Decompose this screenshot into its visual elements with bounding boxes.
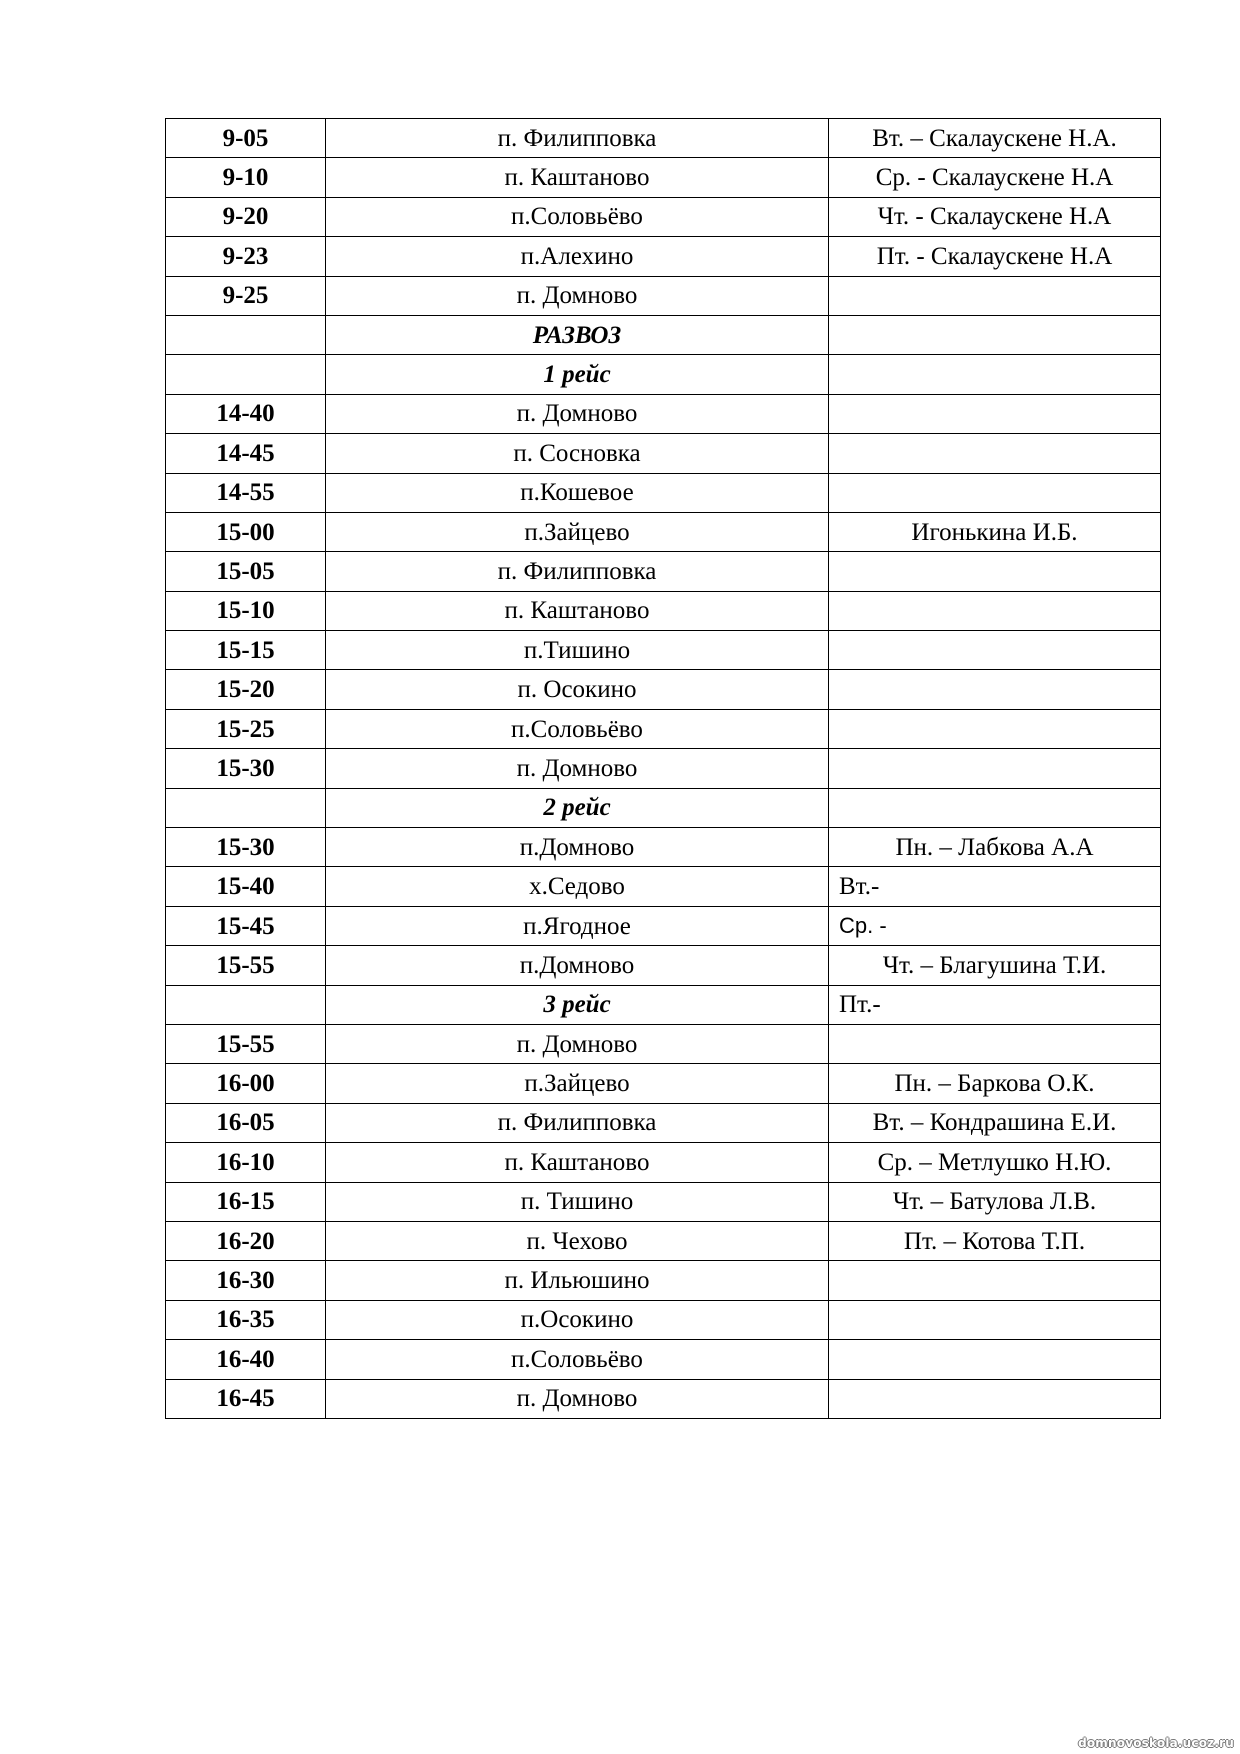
site-watermark: domnovoskola.ucoz.ru <box>1078 1736 1234 1750</box>
duty-person <box>829 1024 1161 1063</box>
section-heading: 3 рейс <box>326 985 829 1024</box>
duty-person <box>829 749 1161 788</box>
duty-person: Чт. - Скалаускене Н.А <box>829 197 1161 236</box>
departure-time: 15-40 <box>166 867 326 906</box>
departure-time: 15-20 <box>166 670 326 709</box>
duty-person <box>829 276 1161 315</box>
table-row <box>166 394 1161 433</box>
stop-name: п.Зайцево <box>326 512 829 551</box>
departure-time: 16-20 <box>166 1221 326 1260</box>
departure-time: 16-35 <box>166 1300 326 1339</box>
duty-person: Ср. - <box>829 906 1161 945</box>
table-row <box>166 1064 1161 1103</box>
section-row <box>166 788 1161 827</box>
duty-person: Ср. - Скалаускене Н.А <box>829 158 1161 197</box>
stop-name: п. Чехово <box>326 1221 829 1260</box>
departure-time: 9-10 <box>166 158 326 197</box>
table-row <box>166 1024 1161 1063</box>
stop-name: п. Тишино <box>326 1182 829 1221</box>
duty-person: Вт.- <box>829 867 1161 906</box>
departure-time: 15-00 <box>166 512 326 551</box>
table-row <box>166 552 1161 591</box>
departure-time <box>166 315 326 354</box>
section-heading: 2 рейс <box>326 788 829 827</box>
departure-time: 15-10 <box>166 591 326 630</box>
duty-person <box>829 434 1161 473</box>
table-row <box>166 1300 1161 1339</box>
departure-time: 15-30 <box>166 749 326 788</box>
duty-person: Пн. – Баркова О.К. <box>829 1064 1161 1103</box>
table-row <box>166 670 1161 709</box>
section-heading: 1 рейс <box>326 355 829 394</box>
departure-time: 14-45 <box>166 434 326 473</box>
table-row <box>166 867 1161 906</box>
table-row <box>166 119 1161 158</box>
duty-person <box>829 1379 1161 1418</box>
duty-person: Пн. – Лабкова А.А <box>829 828 1161 867</box>
duty-person: Вт. – Скалаускене Н.А. <box>829 119 1161 158</box>
duty-person <box>829 473 1161 512</box>
table-row <box>166 512 1161 551</box>
bus-schedule-table <box>165 118 1161 1419</box>
table-row <box>166 1261 1161 1300</box>
departure-time: 15-55 <box>166 946 326 985</box>
table-row <box>166 1143 1161 1182</box>
stop-name: п.Тишино <box>326 631 829 670</box>
stop-name: п.Кошевое <box>326 473 829 512</box>
stop-name: п. Филипповка <box>326 552 829 591</box>
departure-time: 15-55 <box>166 1024 326 1063</box>
duty-person <box>829 315 1161 354</box>
duty-person <box>829 788 1161 827</box>
table-row <box>166 631 1161 670</box>
section-row <box>166 985 1161 1024</box>
departure-time: 16-30 <box>166 1261 326 1300</box>
section-heading: РАЗВОЗ <box>326 315 829 354</box>
departure-time <box>166 788 326 827</box>
stop-name: п.Соловьёво <box>326 197 829 236</box>
departure-time <box>166 985 326 1024</box>
stop-name: п. Сосновка <box>326 434 829 473</box>
table-row <box>166 709 1161 748</box>
table-row <box>166 276 1161 315</box>
departure-time: 16-15 <box>166 1182 326 1221</box>
departure-time: 16-40 <box>166 1340 326 1379</box>
departure-time: 9-25 <box>166 276 326 315</box>
schedule-body <box>166 119 1161 1419</box>
stop-name: п.Зайцево <box>326 1064 829 1103</box>
duty-person: Чт. – Батулова Л.В. <box>829 1182 1161 1221</box>
departure-time <box>166 355 326 394</box>
duty-person: Вт. – Кондрашина Е.И. <box>829 1103 1161 1142</box>
stop-name: п.Осокино <box>326 1300 829 1339</box>
duty-person <box>829 591 1161 630</box>
table-row <box>166 1340 1161 1379</box>
stop-name: п. Филипповка <box>326 1103 829 1142</box>
table-row <box>166 1182 1161 1221</box>
section-row <box>166 315 1161 354</box>
stop-name: п. Домново <box>326 276 829 315</box>
duty-person <box>829 709 1161 748</box>
duty-person <box>829 1340 1161 1379</box>
stop-name: п. Домново <box>326 749 829 788</box>
table-row <box>166 158 1161 197</box>
stop-name: п.Ягодное <box>326 906 829 945</box>
stop-name: х.Седово <box>326 867 829 906</box>
stop-name: п.Домново <box>326 828 829 867</box>
departure-time: 15-25 <box>166 709 326 748</box>
duty-person: Пт. – Котова Т.П. <box>829 1221 1161 1260</box>
stop-name: п. Домново <box>326 394 829 433</box>
stop-name: п. Домново <box>326 1379 829 1418</box>
departure-time: 15-05 <box>166 552 326 591</box>
table-row <box>166 906 1161 945</box>
section-row <box>166 355 1161 394</box>
table-row <box>166 237 1161 276</box>
duty-person <box>829 394 1161 433</box>
duty-person: Чт. – Благушина Т.И. <box>829 946 1161 985</box>
duty-person <box>829 1261 1161 1300</box>
duty-person <box>829 552 1161 591</box>
table-row <box>166 1221 1161 1260</box>
stop-name: п. Домново <box>326 1024 829 1063</box>
departure-time: 16-45 <box>166 1379 326 1418</box>
stop-name: п. Каштаново <box>326 591 829 630</box>
departure-time: 9-20 <box>166 197 326 236</box>
stop-name: п.Соловьёво <box>326 1340 829 1379</box>
stop-name: п. Каштаново <box>326 158 829 197</box>
stop-name: п. Осокино <box>326 670 829 709</box>
table-row <box>166 828 1161 867</box>
departure-time: 14-55 <box>166 473 326 512</box>
duty-person: Ср. – Метлушко Н.Ю. <box>829 1143 1161 1182</box>
table-row <box>166 473 1161 512</box>
stop-name: п. Каштаново <box>326 1143 829 1182</box>
departure-time: 15-30 <box>166 828 326 867</box>
stop-name: п.Соловьёво <box>326 709 829 748</box>
stop-name: п.Домново <box>326 946 829 985</box>
duty-person: Пт. - Скалаускене Н.А <box>829 237 1161 276</box>
departure-time: 16-10 <box>166 1143 326 1182</box>
duty-person <box>829 355 1161 394</box>
departure-time: 9-23 <box>166 237 326 276</box>
departure-time: 16-00 <box>166 1064 326 1103</box>
table-row <box>166 1379 1161 1418</box>
departure-time: 9-05 <box>166 119 326 158</box>
duty-person: Пт.- <box>829 985 1161 1024</box>
table-row <box>166 946 1161 985</box>
departure-time: 15-15 <box>166 631 326 670</box>
table-row <box>166 434 1161 473</box>
duty-person: Игонькина И.Б. <box>829 512 1161 551</box>
duty-person <box>829 670 1161 709</box>
departure-time: 14-40 <box>166 394 326 433</box>
departure-time: 16-05 <box>166 1103 326 1142</box>
stop-name: п.Алехино <box>326 237 829 276</box>
departure-time: 15-45 <box>166 906 326 945</box>
stop-name: п. Филипповка <box>326 119 829 158</box>
table-row <box>166 197 1161 236</box>
stop-name: п. Ильюшино <box>326 1261 829 1300</box>
duty-person <box>829 631 1161 670</box>
table-row <box>166 1103 1161 1142</box>
table-row <box>166 749 1161 788</box>
duty-person <box>829 1300 1161 1339</box>
table-row <box>166 591 1161 630</box>
